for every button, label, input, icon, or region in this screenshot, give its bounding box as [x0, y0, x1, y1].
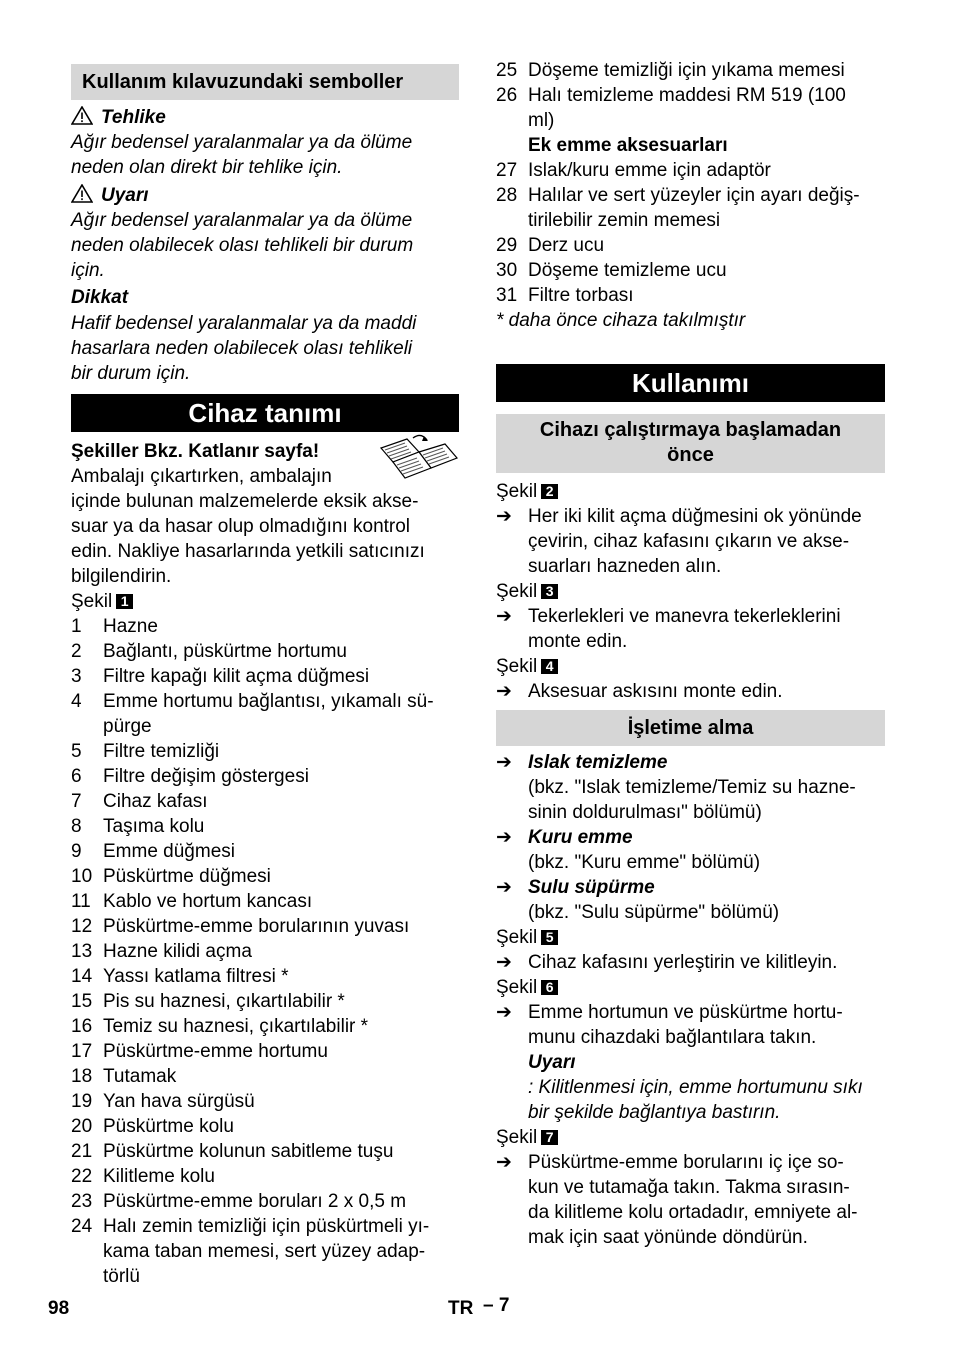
list-item: 31 Filtre torbası — [496, 285, 634, 306]
right-column — [496, 58, 885, 1250]
mode-item: ➔ Islak temizleme (bkz. "Islak temizleme/Temiz su hazne- sinin doldurulması" bölümü) — [496, 752, 856, 823]
accessories-heading: Ek emme aksesuarları — [528, 135, 728, 156]
step-item: ➔ Püskürtme-emme borularını iç içe so- kun ve tutamağa takın. Takma sırasın- da kilitleme kolu ortadadır, emniyete al- mak için saat yönünde döndürün. — [496, 1152, 858, 1248]
figure-ref-5: Şekil 5 — [496, 925, 885, 950]
list-item: 4 Emme hortumu bağlantısı, yıkamalı sü- pürge — [71, 691, 434, 737]
operating-modes — [496, 750, 885, 925]
startup-heading: İşletime alma — [496, 710, 885, 746]
list-item: 13 Hazne kilidi açma — [71, 941, 252, 962]
usage-heading: Kullanımı — [496, 364, 885, 402]
symbols-heading: Kullanım kılavuzundaki semboller — [71, 64, 459, 100]
unpacking-text: Ambalajı çıkartırken, ambalajın içinde bulunan malzemelerde eksik akse- suar ya da hasar olup olmadığını kontrol edin. Nakliye hasarlarında yetkili satıcınızı bilgilendirin. — [71, 466, 425, 587]
list-item: 10 Püskürtme düğmesi — [71, 866, 271, 887]
figure-ref-1: Şekil 1 — [71, 589, 459, 614]
danger-text: Ağır bedensel yaralanmalar ya da ölüme neden olan direkt bir tehlike için. — [71, 132, 413, 178]
arrow-right-icon: ➔ — [496, 506, 512, 527]
parts-list — [71, 614, 459, 1289]
arrow-right-icon: ➔ — [496, 877, 512, 898]
step-item: ➔ Tekerlekleri ve manevra tekerleklerini monte edin. — [496, 606, 841, 652]
list-item: 19 Yan hava sürgüsü — [71, 1091, 255, 1112]
fold-out-page-icon — [377, 432, 461, 488]
step-item: ➔ Aksesuar askısını monte edin. — [496, 681, 783, 702]
list-item: 27 Islak/kuru emme için adaptör — [496, 160, 771, 181]
accessories-list — [496, 158, 885, 308]
mode-item: ➔ Sulu süpürme (bkz. "Sulu süpürme" bölümü) — [496, 877, 780, 923]
list-item: 14 Yassı katlama filtresi * — [71, 966, 289, 987]
figure-ref-2: Şekil 2 — [496, 479, 885, 504]
warning-title: Uyarı — [71, 183, 459, 208]
arrow-right-icon: ➔ — [496, 1152, 512, 1173]
list-item: 7 Cihaz kafası — [71, 791, 208, 812]
figure-ref-4: Şekil 4 — [496, 654, 885, 679]
list-item: 6 Filtre değişim göstergesi — [71, 766, 309, 787]
list-item: 2 Bağlantı, püskürtme hortumu — [71, 641, 347, 662]
figure-ref-7: Şekil 7 — [496, 1125, 885, 1150]
step-item: ➔ Cihaz kafasını yerleştirin ve kilitleyin. — [496, 952, 838, 973]
arrow-right-icon: ➔ — [496, 1002, 512, 1023]
language-code: TR — [448, 1298, 474, 1319]
device-description-heading: Cihaz tanımı — [71, 394, 459, 432]
list-item: 22 Kilitleme kolu — [71, 1166, 215, 1187]
list-item: 3 Filtre kapağı kilit açma düğmesi — [71, 666, 370, 687]
list-item: 12 Püskürtme-emme borularının yuvası — [71, 916, 410, 937]
unpacking-section — [71, 439, 459, 589]
caution-title: Dikkat — [71, 287, 129, 308]
danger-title: Tehlike — [71, 105, 459, 130]
list-item: 30 Döşeme temizleme ucu — [496, 260, 727, 281]
arrow-right-icon: ➔ — [496, 752, 512, 773]
list-item: 18 Tutamak — [71, 1066, 177, 1087]
list-item: 26 Halı temizleme maddesi RM 519 (100 ml) — [496, 85, 846, 131]
arrow-right-icon: ➔ — [496, 952, 512, 973]
arrow-right-icon: ➔ — [496, 827, 512, 848]
list-item: 29 Derz ucu — [496, 235, 605, 256]
figure-ref-3: Şekil 3 — [496, 579, 885, 604]
list-item: 24 Halı zemin temizliği için püskürtmeli yı- kama taban memesi, sert yüzey adap- törlü — [71, 1216, 430, 1287]
list-item: 23 Püskürtme-emme boruları 2 x 0,5 m — [71, 1191, 407, 1212]
list-item: 11 Kablo ve hortum kancası — [71, 891, 313, 912]
list-item: 15 Pis su haznesi, çıkartılabilir * — [71, 991, 345, 1012]
step-item: ➔ Emme hortumun ve püskürtme hortu- munu cihazdaki bağlantılara takın. Uyarı : Kilitlenmesi için, emme hortumunu sıkı bir şekilde bağlantıya bastırın. — [496, 1002, 863, 1123]
caution-text: Hafif bedensel yaralanmalar ya da maddi hasarlara neden olabilecek olası tehlikeli bir durum için. — [71, 313, 417, 384]
parts-list-continued — [496, 58, 885, 133]
figure-ref-6: Şekil 6 — [496, 975, 885, 1000]
before-start-heading: Cihazı çalıştırmaya başlamadan önce — [496, 414, 885, 473]
figures-note: Şekiller Bkz. Katlanır sayfa! — [71, 441, 320, 462]
section-page: – 7 — [483, 1295, 510, 1316]
list-item: 8 Taşıma kolu — [71, 816, 205, 837]
warning-triangle-icon — [71, 106, 93, 132]
list-item: 5 Filtre temizliği — [71, 741, 220, 762]
list-item: 9 Emme düğmesi — [71, 841, 235, 862]
arrow-right-icon: ➔ — [496, 681, 512, 702]
step-item: ➔ Her iki kilit açma düğmesini ok yönünde çevirin, cihaz kafasını çıkarın ve akse- suarları hazneden alın. — [496, 506, 862, 577]
list-item: 1 Hazne — [71, 616, 158, 637]
list-item: 21 Püskürtme kolunun sabitleme tuşu — [71, 1141, 394, 1162]
preinstalled-note: * daha önce cihaza takılmıştır — [496, 310, 746, 331]
list-item: 25 Döşeme temizliği için yıkama memesi — [496, 60, 845, 81]
arrow-right-icon: ➔ — [496, 606, 512, 627]
left-column — [71, 60, 459, 1289]
list-item: 20 Püskürtme kolu — [71, 1116, 234, 1137]
list-item: 17 Püskürtme-emme hortumu — [71, 1041, 328, 1062]
list-item: 28 Halılar ve sert yüzeyler için ayarı değiş- tirilebilir zemin memesi — [496, 185, 860, 231]
warning-text: Ağır bedensel yaralanmalar ya da ölüme neden olabilecek olası tehlikeli bir durum için. — [71, 210, 414, 281]
page-number: 98 — [48, 1298, 70, 1319]
mode-item: ➔ Kuru emme (bkz. "Kuru emme" bölümü) — [496, 827, 761, 873]
warning-triangle-icon — [71, 184, 93, 210]
list-item: 16 Temiz su haznesi, çıkartılabilir * — [71, 1016, 369, 1037]
